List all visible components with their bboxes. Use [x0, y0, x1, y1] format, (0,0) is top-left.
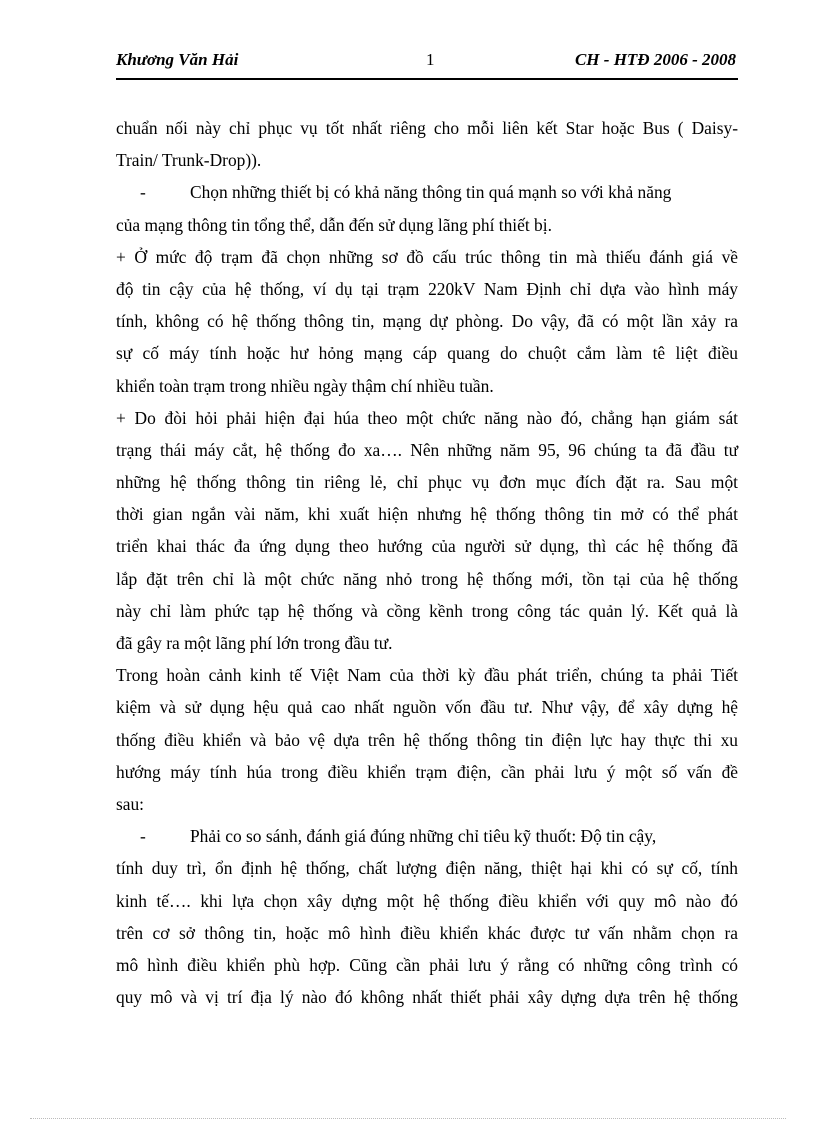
document-body [116, 112, 738, 1013]
text-line: triển khai thác đa ứng dụng theo hướng của người sử dụng, thì các hệ thống đã [116, 536, 738, 557]
text-line: Trong hoàn cảnh kinh tế Việt Nam của thời kỳ đầu phát triển, chúng ta phải Tiết [116, 665, 738, 686]
text-line: thống điều khiển và bảo vệ dựa trên hệ thống thông tin điện lực hay thực thi xu [116, 729, 738, 750]
text-line: kinh tế…. khi lựa chọn xây dựng một hệ thống điều khiển với quy mô nào đó [116, 890, 738, 911]
bullet-text: Chọn những thiết bị có khả năng thông tin quá mạnh so với khả năng [190, 182, 672, 203]
bullet-line [116, 820, 738, 852]
text-line: độ tin cậy của hệ thống, ví dụ tại trạm 220kV Nam Định chỉ dựa vào hình máy [116, 278, 738, 299]
text-line: sau: [116, 793, 145, 814]
page-header [116, 46, 736, 76]
header-rule [116, 78, 738, 80]
page-bottom-border [30, 1118, 786, 1119]
text-line: thời gian ngắn vài năm, khi xuất hiện nhưng hệ thống thông tin mở có thể phát [116, 504, 738, 525]
text-line: + Ở mức độ trạm đã chọn những sơ đồ cấu trúc thông tin mà thiếu đánh giá về [116, 246, 738, 267]
header-course: CH - HTĐ 2006 - 2008 [574, 50, 736, 69]
bullet-dash: - [140, 826, 146, 847]
text-line: kiệm và sử dụng hệu quả cao nhất nguồn vốn đầu tư. Như vậy, để xây dựng hệ [116, 697, 738, 718]
text-line: mô hình điều khiển phù hợp. Cũng cần phải lưu ý rằng có những công trình có [116, 954, 738, 975]
text-line: trên cơ sở thông tin, hoặc mô hình điều khiển khác được tư vấn nhằm chọn ra [116, 922, 738, 943]
text-line: khiển toàn trạm trong nhiều ngày thậm chí nhiều tuần. [116, 375, 494, 396]
bullet-text: Phải co so sánh, đánh giá đúng những chỉ tiêu kỹ thuốt: Độ tin cậy, [190, 826, 657, 847]
text-line: sự cố máy tính hoặc hư hỏng mạng cáp quang do chuột cắm làm tê liệt điều [116, 343, 738, 364]
text-line: hướng máy tính húa trong điều khiển trạm điện, cần phải lưu ý một số vấn đề [116, 761, 738, 782]
text-line: Train/ Trunk-Drop)). [116, 150, 262, 171]
header-author: Khương Văn Hải [116, 50, 239, 69]
text-line: + Do đòi hỏi phải hiện đại húa theo một chức năng nào đó, chẳng hạn giám sát [116, 407, 738, 428]
bullet-line [116, 176, 738, 208]
text-line: trạng thái máy cắt, hệ thống đo xa…. Nên những năm 95, 96 chúng ta đã đầu tư [116, 439, 738, 460]
text-line: tính duy trì, ổn định hệ thống, chất lượng điện năng, thiệt hại khi có sự cố, tính [116, 858, 738, 879]
text-line: lắp đặt trên chỉ là một chức năng nhỏ trong hệ thống mới, tồn tại của hệ thống [116, 568, 738, 589]
text-line: đã gây ra một lãng phí lớn trong đầu tư. [116, 633, 393, 653]
text-line: tính, không có hệ thống thông tin, mạng dự phòng. Do vậy, đã có một lần xảy ra [116, 311, 738, 332]
text-line: quy mô và vị trí địa lý nào đó không nhất thiết phải xây dựng dựa trên hệ thống [116, 987, 738, 1008]
text-line: chuẩn nối này chỉ phục vụ tốt nhất riêng cho mỗi liên kết Star hoặc Bus ( Daisy- [116, 118, 738, 138]
text-line: của mạng thông tin tổng thể, dẫn đến sử dụng lãng phí thiết bị. [116, 214, 552, 235]
text-line: những hệ thống thông tin riêng lẻ, chỉ phục vụ đơn mục đích đặt ra. Sau một [116, 472, 738, 493]
header-page-number: 1 [426, 50, 435, 69]
bullet-dash: - [140, 182, 146, 203]
text-line: này chỉ làm phức tạp hệ thống và cồng kềnh trong công tác quản lý. Kết quả là [116, 600, 738, 621]
